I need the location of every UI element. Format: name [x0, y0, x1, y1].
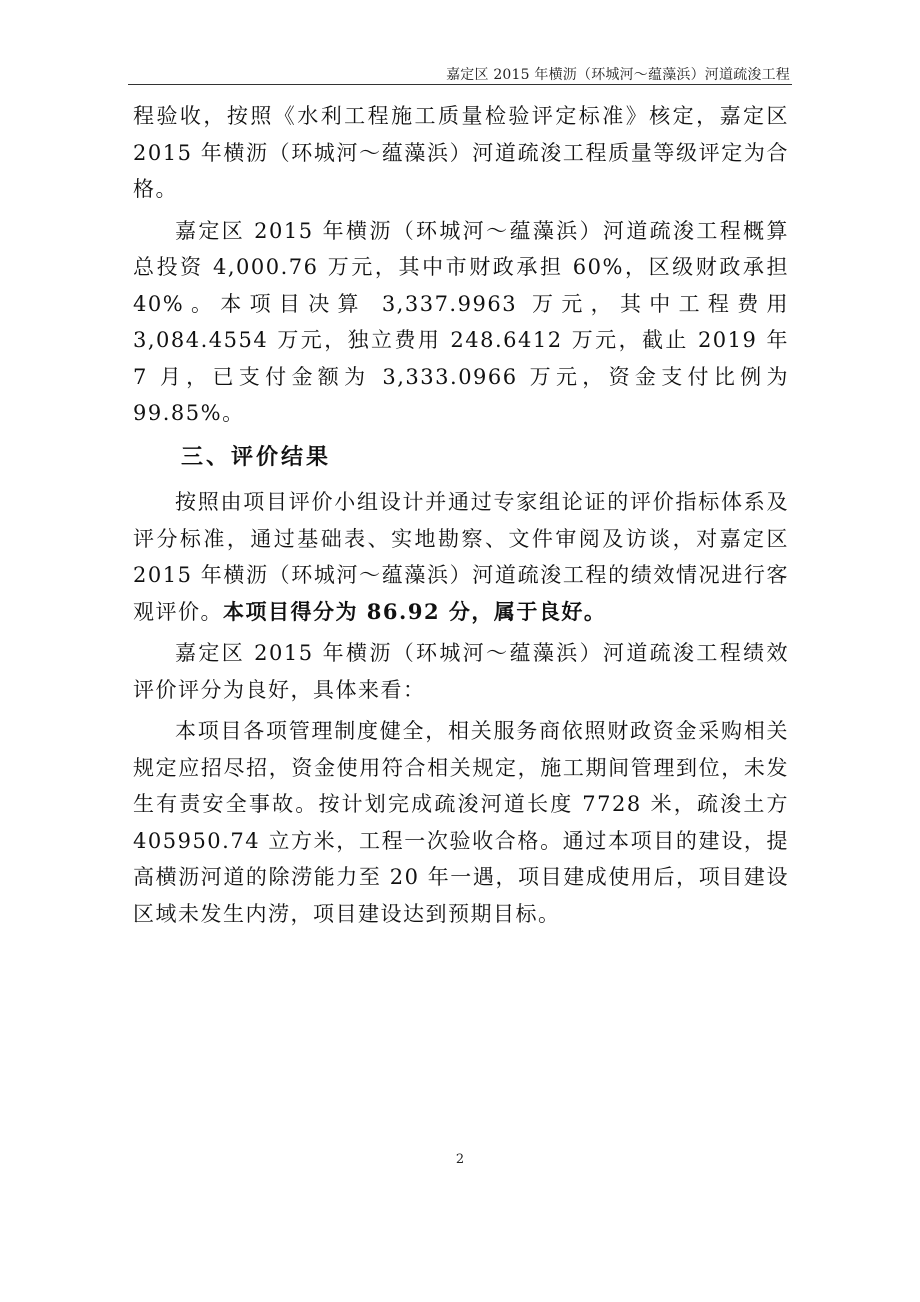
paragraph-quality-result: 程验收，按照《水利工程施工质量检验评定标准》核定，嘉定区 2015 年横沥（环城河～蕴藻浜）河道疏浚工程质量等级评定为合格。 [133, 104, 789, 201]
paragraph-investment: 嘉定区 2015 年横沥（环城河～蕴藻浜）河道疏浚工程概算总投资 4,000.76 万元，其中市财政承担 60%，区级财政承担 40%。本项目决算 3,337.9963 万元，其中工程费用 3,084.4554 万元，独立费用 248.6412 万元，截止 2019 年 7 月，已支付金额为 3,333.0966 万元，资金支付比例为 99.85%。 [133, 218, 789, 425]
document-body [133, 98, 789, 932]
running-header: 嘉定区 2015 年横沥（环城河～蕴藻浜）河道疏浚工程 [446, 67, 790, 83]
evaluation-method-text: 按照由项目评价小组设计并通过专家组论证的评价指标体系及评分标准，通过基础表、实地勘察、文件审阅及访谈，对嘉定区 2015 年横沥（环城河～蕴藻浜）河道疏浚工程的绩效情况进行客观评价。 [133, 490, 789, 624]
page-number: 2 [455, 1152, 465, 1167]
evaluation-score-statement: 本项目得分为 86.92 分，属于良好。 [223, 598, 607, 624]
section-heading: 三、评价结果 [181, 444, 332, 470]
paragraph-project-details: 本项目各项管理制度健全，相关服务商依照财政资金采购相关规定应招尽招，资金使用符合相关规定，施工期间管理到位，未发生有责安全事故。按计划完成疏浚河道长度 7728 米，疏浚土方 405950.74 立方米，工程一次验收合格。通过本项目的建设，提高横沥河道的除涝能力至 20 年一遇，项目建成使用后，项目建设区域未发生内涝，项目建设达到预期目标。 [133, 719, 789, 926]
paragraph-evaluation-summary: 嘉定区 2015 年横沥（环城河～蕴藻浜）河道疏浚工程绩效评价评分为良好，具体来看： [133, 641, 789, 702]
paragraph-evaluation-method [133, 484, 789, 630]
header-divider [128, 84, 792, 85]
